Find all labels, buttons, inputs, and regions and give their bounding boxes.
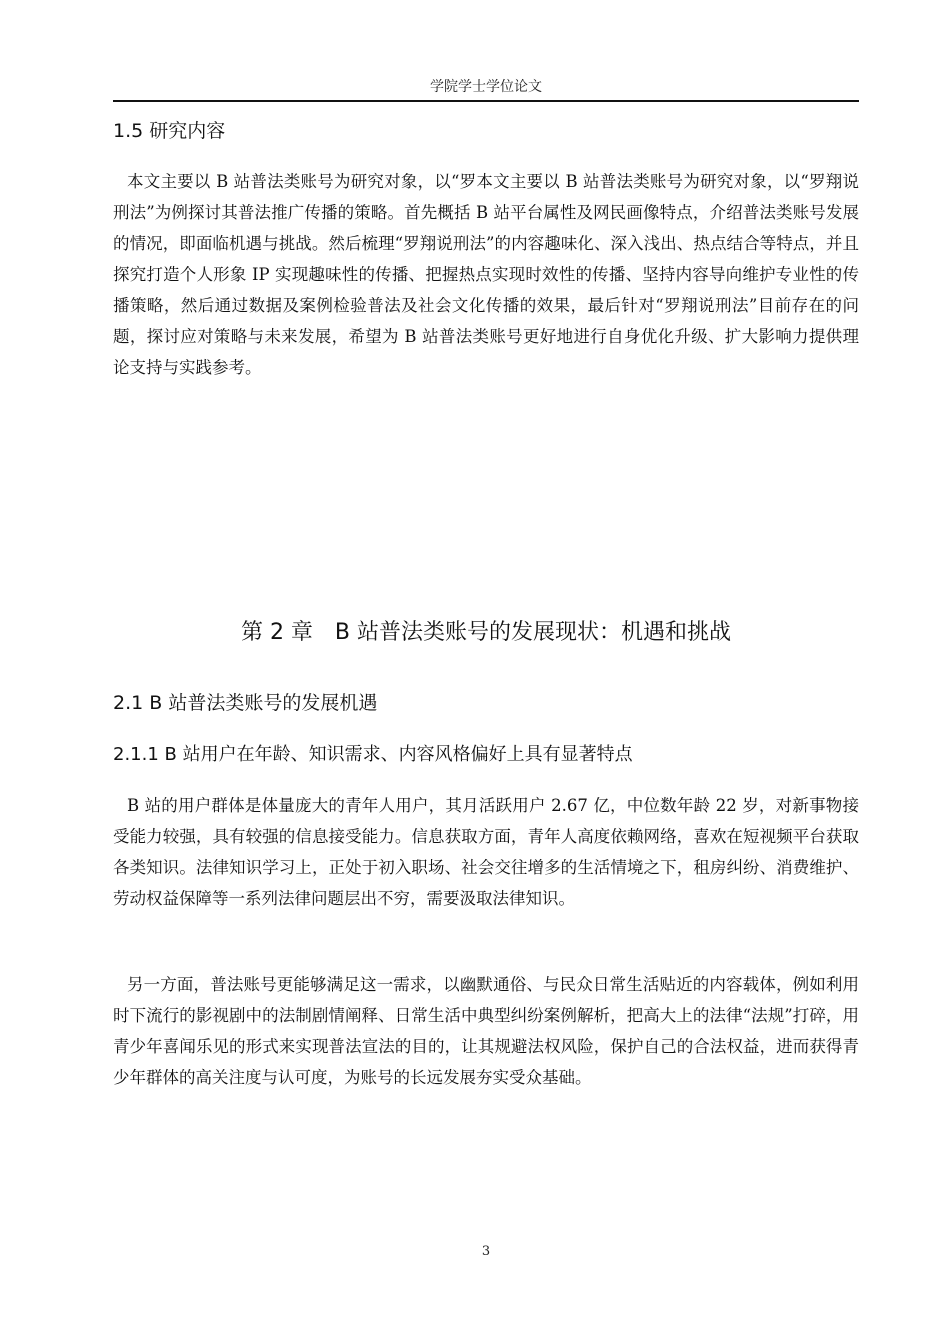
- section-heading-2-1: 2.1 B 站普法类账号的发展机遇: [113, 692, 378, 714]
- paragraph-account-needs: 另一方面，普法账号更能够满足这一需求，以幽默通俗、与民众日常生活贴近的内容载体，例如利用时下流行的影视剧中的法制剧情阐释、日常生活中典型纠纷案例解析，把高大上的法律“法规”打碎，用青少年喜闻乐见的形式来实现普法宣法的目的，让其规避法权风险，保护自己的合法权益，进而获得青少年群体的高关注度与认可度，为账号的长远发展夯实受众基础。: [113, 975, 859, 1087]
- paragraph-user-traits: B 站的用户群体是体量庞大的青年人用户，其月活跃用户 2.67 亿，中位数年龄 22 岁，对新事物接受能力较强，具有较强的信息接受能力。信息获取方面，青年人高度依赖网络，喜欢在短视频平台获取各类知识。法律知识学习上，正处于初入职场、社会交往增多的生活情境之下，租房纠纷、消费维护、劳动权益保障等一系列法律问题层出不穷，需要汲取法律知识。: [113, 796, 859, 908]
- paragraph-research-content: 本文主要以 B 站普法类账号为研究对象，以“罗本文主要以 B 站普法类账号为研究对象，以“罗翔说刑法”为例探讨其普法推广传播的策略。首先概括 B 站平台属性及网民画像特点，介绍普法类账号发展的情况，即面临机遇与挑战。然后梳理“罗翔说刑法”的内容趣味化、深入浅出、热点结合等特点，并且探究打造个人形象 IP 实现趣味性的传播、把握热点实现时效性的传播、坚持内容导向维护专业性的传播策略，然后通过数据及案例检验普法及社会文化传播的效果，最后针对“罗翔说刑法”目前存在的问题，探讨应对策略与未来发展，希望为 B 站普法类账号更好地进行自身优化升级、扩大影响力提供理论支持与实践参考。: [113, 172, 859, 377]
- chapter-title: 第 2 章 B 站普法类账号的发展现状：机遇和挑战: [240, 620, 732, 645]
- running-header: 学院学士学位论文: [430, 79, 542, 95]
- subsection-heading-2-1-1: 2.1.1 B 站用户在年龄、知识需求、内容风格偏好上具有显著特点: [113, 744, 633, 765]
- section-heading-1-5: 1.5 研究内容: [113, 120, 226, 142]
- page-number: 3: [481, 1244, 491, 1259]
- header-rule: [113, 100, 859, 102]
